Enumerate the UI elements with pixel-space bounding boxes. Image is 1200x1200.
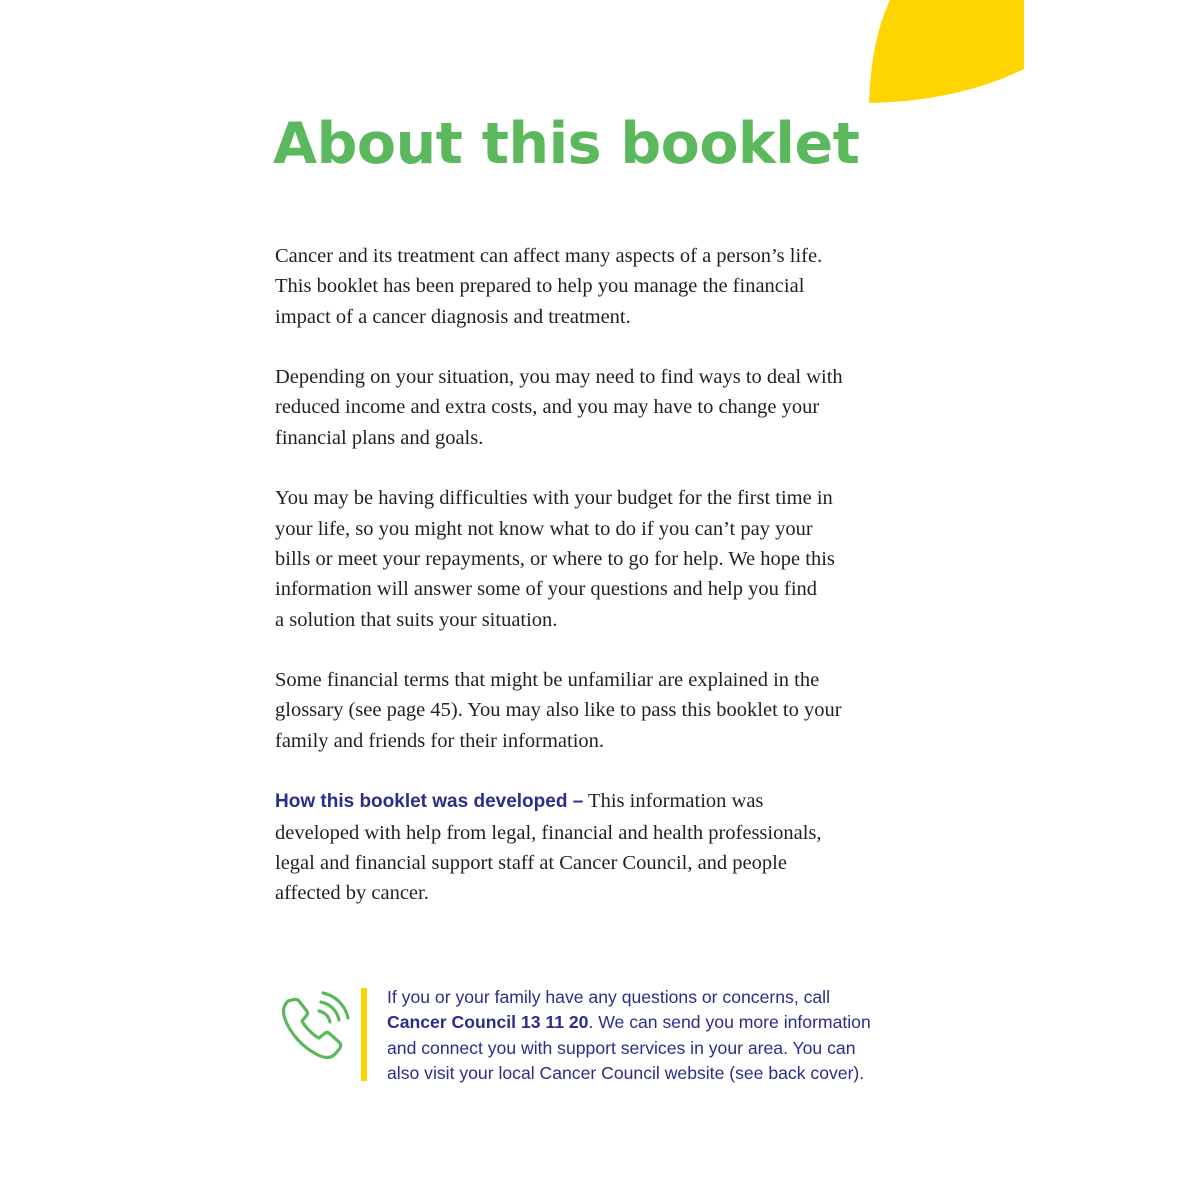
text-line: financial plans and goals. [275,426,484,449]
text-line: legal and financial support staff at Cancer Council, and people [275,851,787,874]
helpline-number: Cancer Council 13 11 20 [387,1012,589,1033]
paragraph-intro [275,241,925,332]
callout-line [387,1010,927,1035]
paragraph-budget [275,483,925,634]
text-line: developed with help from legal, financial and health professionals, [275,821,822,844]
callout-line: and connect you with support services in your area. You can [387,1037,856,1058]
decorative-yellow-shape [869,0,1024,103]
callout-line: If you or your family have any questions or concerns, call [387,987,830,1007]
phone-icon [280,991,350,1061]
text-line: your life, so you might not know what to do if you can’t pay your [275,517,813,540]
text-line: family and friends for their information. [275,729,605,752]
text-line: glossary (see page 45). You may also like to pass this booklet to your [275,699,842,722]
callout-line: also visit your local Cancer Council website (see back cover). [387,1062,865,1083]
paragraph-development [275,786,925,908]
text-line: Some financial terms that might be unfamiliar are explained in the [275,669,820,692]
text-line: You may be having difficulties with your budget for the first time in [275,487,833,510]
callout-line-rest: . We can send you more information [588,1012,871,1033]
text-line: Depending on your situation, you may need to find ways to deal with [275,366,843,389]
page-title: About this booklet [273,111,860,177]
text-line: This booklet has been prepared to help you manage the financial [275,275,805,298]
text-line: reduced income and extra costs, and you may have to change your [275,396,820,419]
text-line: bills or meet your repayments, or where to go for help. We hope this [275,547,835,570]
body-text [275,241,925,939]
paragraph-glossary [275,665,925,756]
callout-divider [361,988,367,1081]
text-line: affected by cancer. [275,882,429,905]
contact-callout [280,985,920,1085]
text-line: information will answer some of your questions and help you find [275,578,818,601]
text-line: a solution that suits your situation. [275,608,558,631]
callout-text [387,985,927,1086]
text-line [275,786,925,817]
development-lead: How this booklet was developed – [275,791,584,813]
text-line: impact of a cancer diagnosis and treatment. [275,305,631,328]
development-first-line: This information was [583,790,764,813]
paragraph-situation [275,362,925,453]
text-line: Cancer and its treatment can affect many aspects of a person’s life. [275,245,823,267]
